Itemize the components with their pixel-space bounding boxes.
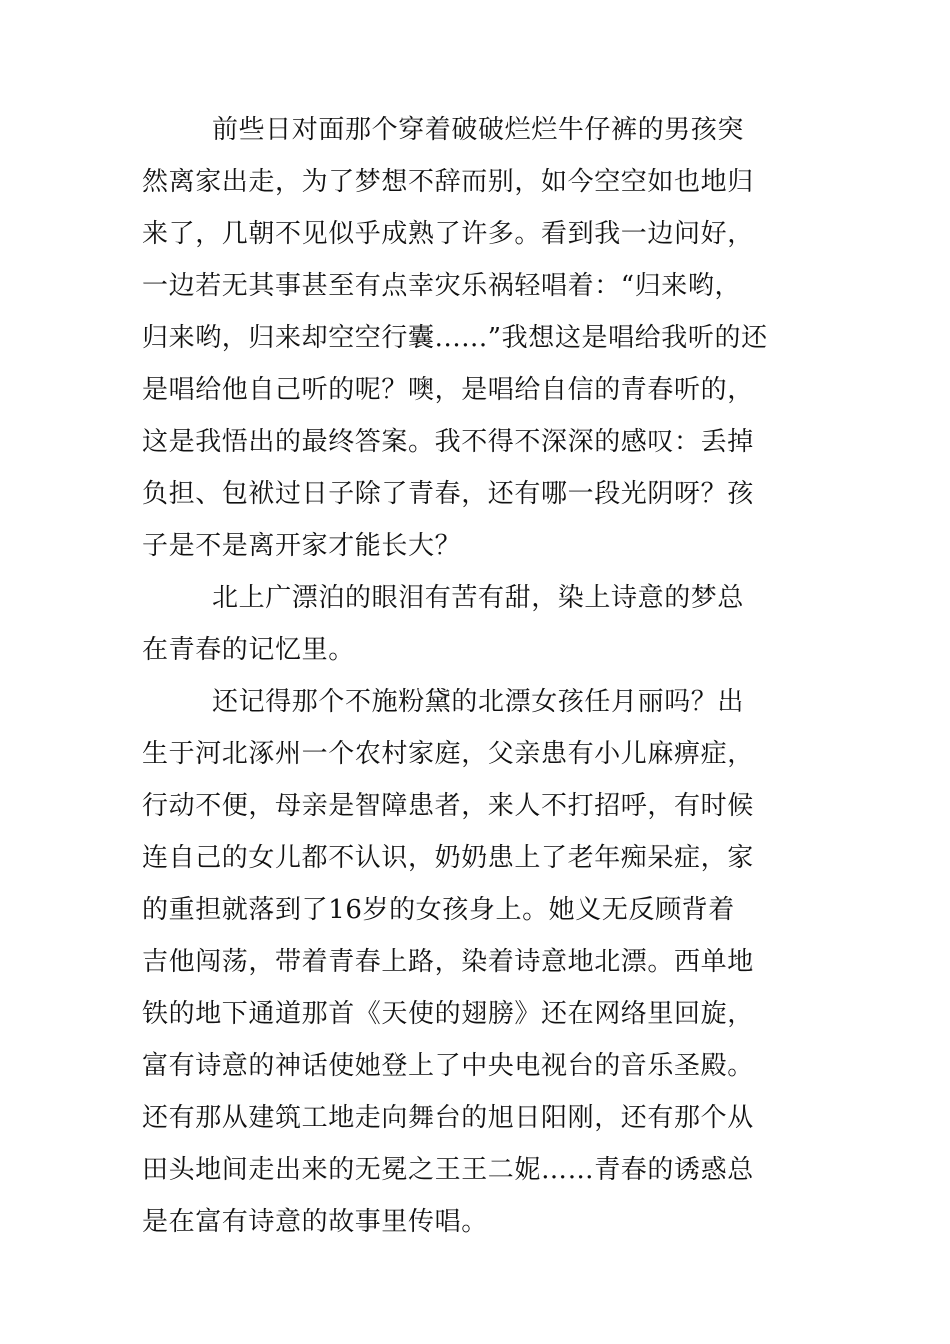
text-line: 是在富有诗意的故事里传唱。 [142,1207,488,1237]
paragraph-1 [142,104,812,572]
text-line: 负担、包袱过日子除了青春，还有哪一段光阴呀？孩 [142,479,754,509]
text-line: 吉他闯荡，带着青春上路，染着诗意地北漂。西单地 [142,947,754,977]
text-line: 归来哟，归来却空空行囊......”我想这是唱给我听的还 [142,323,768,353]
text-line: 连自己的女儿都不认识，奶奶患上了老年痴呆症，家 [142,843,754,873]
text-line: 还记得那个不施粉黛的北漂女孩任月丽吗？出 [212,687,745,717]
text-line: 田头地间走出来的无冕之王王二妮……青春的诱惑总 [142,1155,754,1185]
text-line: 的重担就落到了16岁的女孩身上。她义无反顾背着 [142,895,735,925]
paragraph-3 [142,676,812,1248]
text-line: 这是我悟出的最终答案。我不得不深深的感叹：丢掉 [142,427,754,457]
text-line: 是唱给他自己听的呢？噢，是唱给自信的青春听的， [142,375,754,405]
text-line: 一边若无其事甚至有点幸灾乐祸轻唱着：“归来哟， [142,271,742,301]
document-page [142,104,812,1248]
text-line: 北上广漂泊的眼泪有苦有甜，染上诗意的梦总 [212,583,745,613]
text-line: 然离家出走，为了梦想不辞而别，如今空空如也地归 [142,167,754,197]
text-line: 来了，几朝不见似乎成熟了许多。看到我一边问好， [142,219,754,249]
text-line: 行动不便，母亲是智障患者，来人不打招呼，有时候 [142,791,754,821]
text-line: 铁的地下通道那首《天使的翅膀》还在网络里回旋， [142,999,754,1029]
paragraph-2 [142,572,812,676]
text-line: 子是不是离开家才能长大？ [142,531,462,561]
text-line: 在青春的记忆里。 [142,635,355,665]
text-line: 还有那从建筑工地走向舞台的旭日阳刚，还有那个从 [142,1103,754,1133]
text-line: 前些日对面那个穿着破破烂烂牛仔裤的男孩突 [212,115,745,145]
text-line: 富有诗意的神话使她登上了中央电视台的音乐圣殿。 [142,1051,754,1081]
text-line: 生于河北涿州一个农村家庭，父亲患有小儿麻痹症， [142,739,754,769]
